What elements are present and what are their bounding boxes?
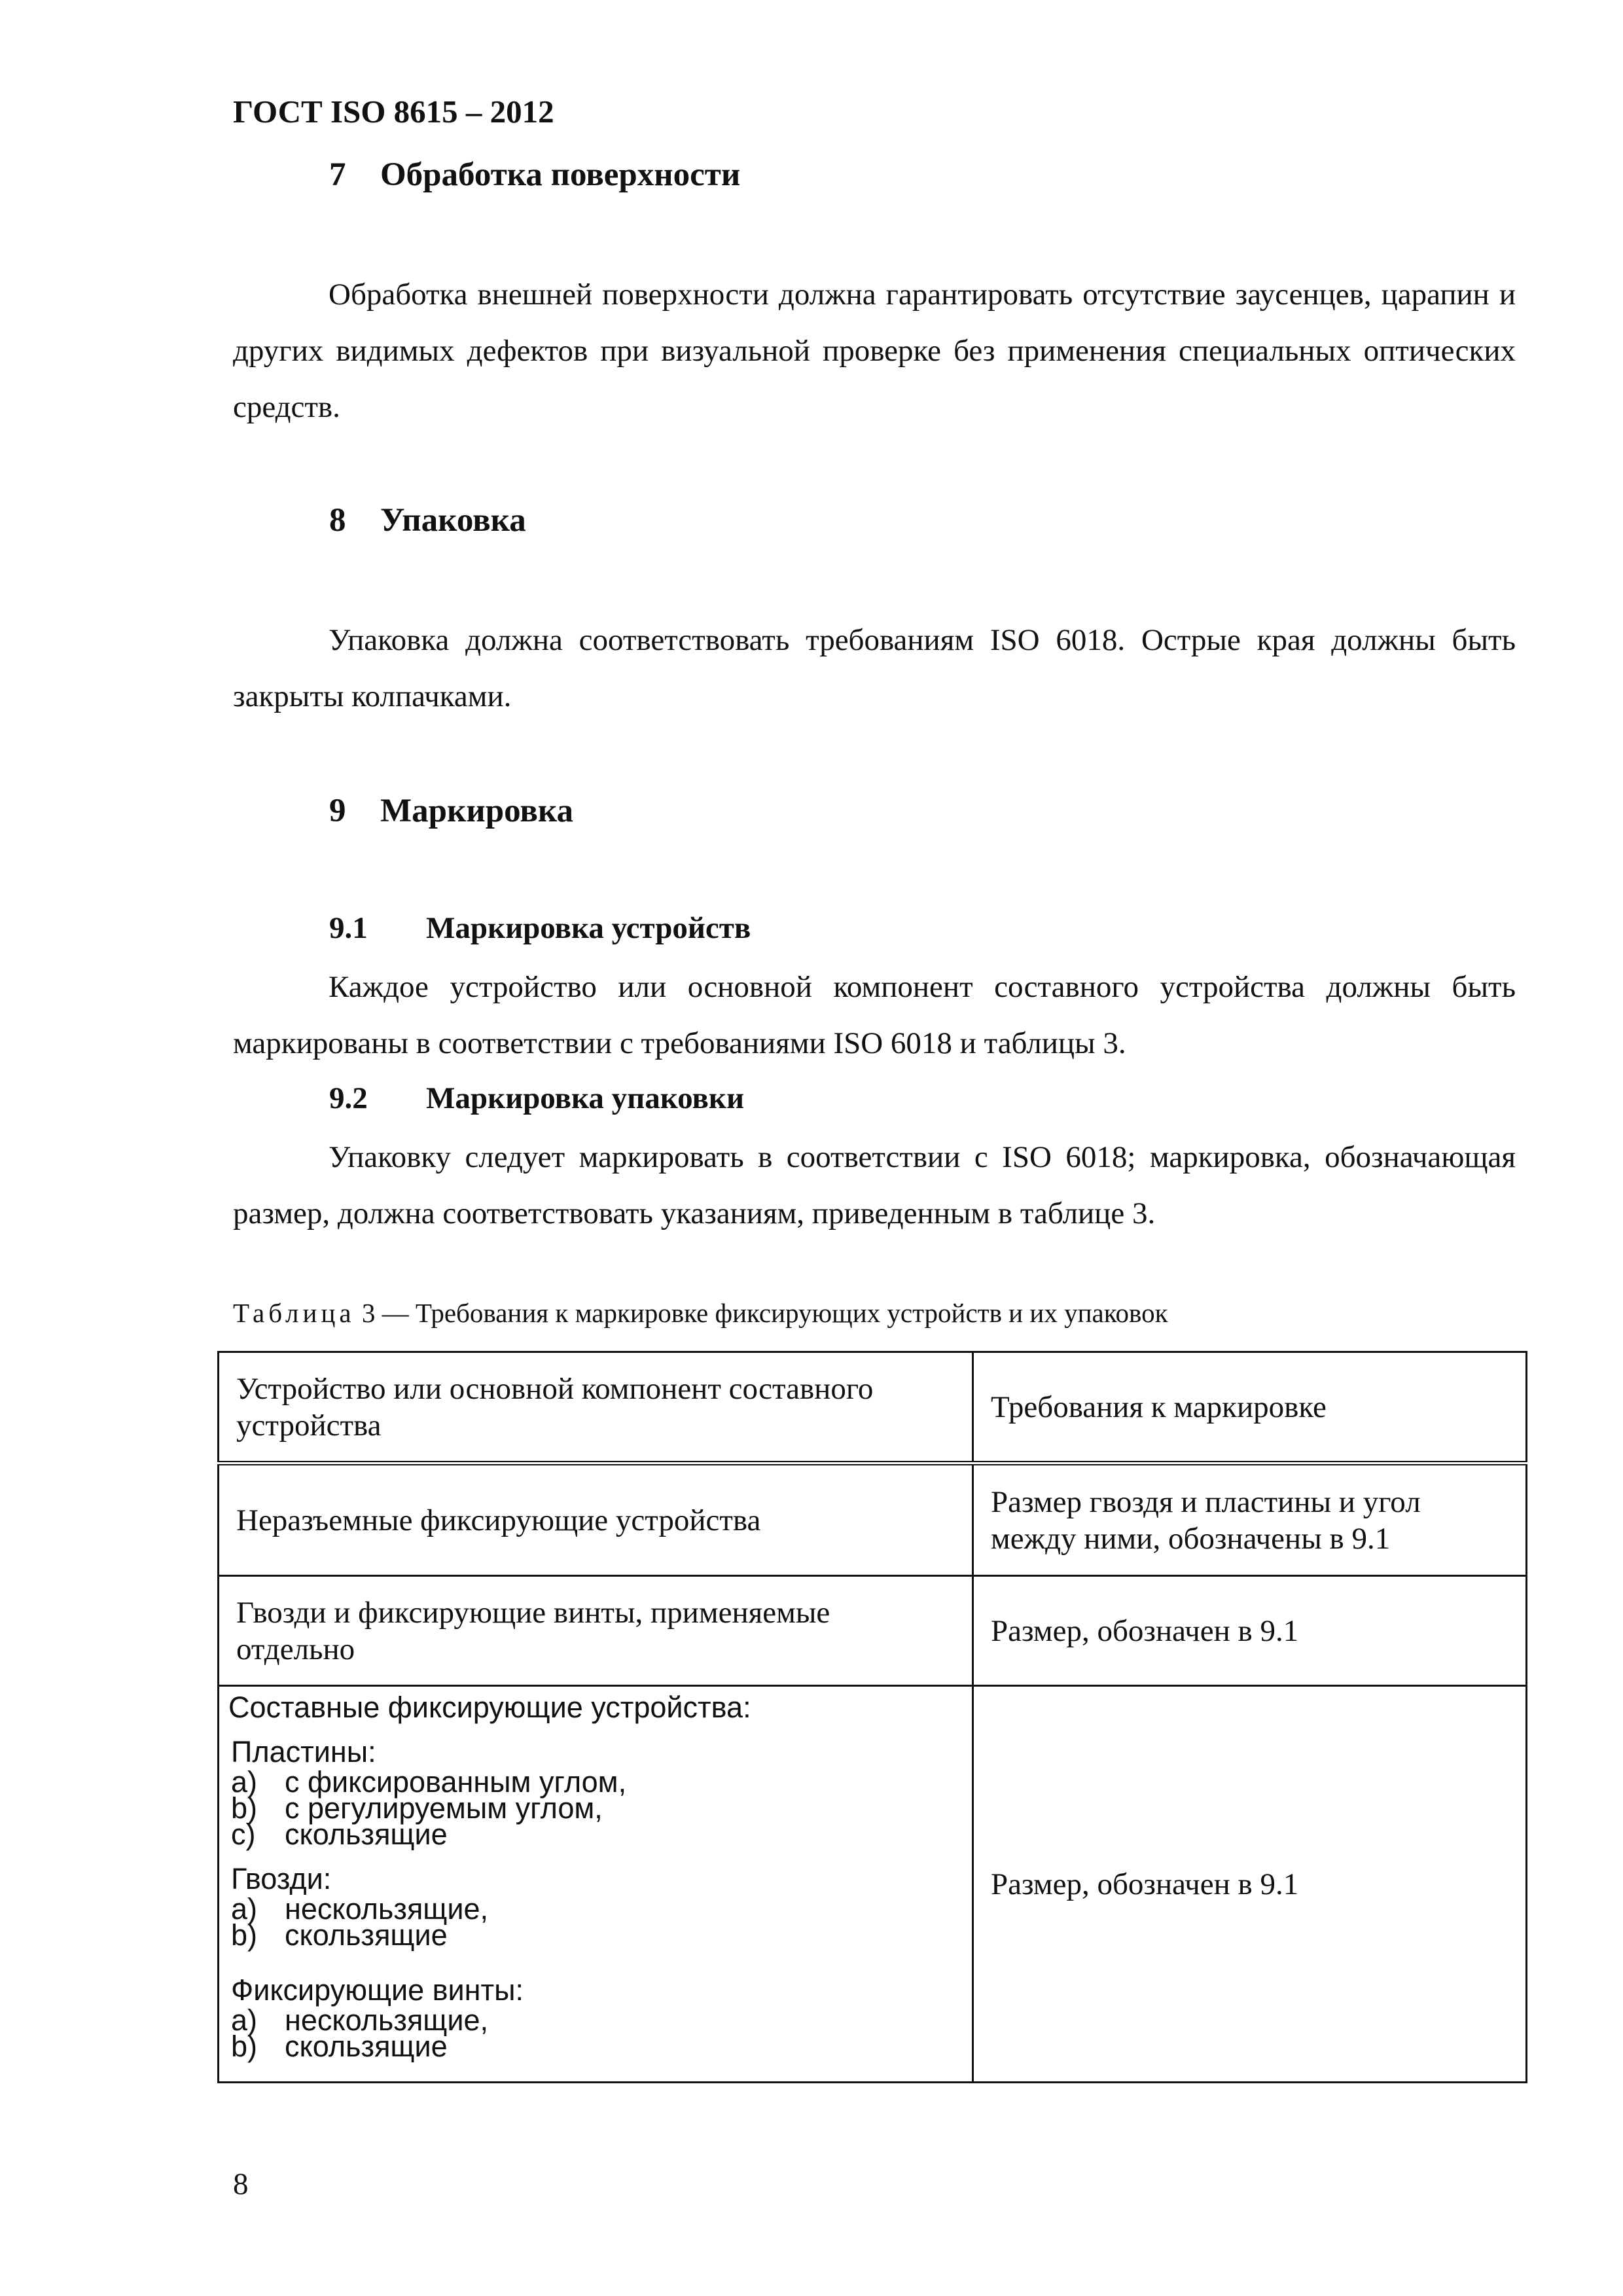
item-letter: b) xyxy=(231,1918,258,1952)
group-title: Гвозди: xyxy=(231,1862,332,1895)
subsection-9-1-paragraph xyxy=(233,959,1516,1071)
group-title: Пластины: xyxy=(231,1735,376,1768)
section-7-heading xyxy=(329,156,740,194)
item-letter: a) xyxy=(231,2003,258,2037)
list-item xyxy=(231,2030,963,2063)
section-8-heading xyxy=(329,501,526,539)
group-title: Фиксирующие винты: xyxy=(231,1973,524,2007)
section-7-paragraph xyxy=(233,266,1516,435)
section-number: 8 xyxy=(329,502,346,539)
item-text: нескользящие, xyxy=(285,1892,489,1926)
table-caption-label: Таблица xyxy=(233,1298,355,1328)
table-header-row xyxy=(219,1352,1527,1463)
marking-requirements-table xyxy=(217,1351,1527,2083)
table-row xyxy=(219,1463,1527,1576)
subsection-9-2-paragraph xyxy=(233,1129,1516,1242)
subsection-title: Маркировка устройств xyxy=(426,911,751,945)
page-number: 8 xyxy=(233,2167,249,2201)
list-item xyxy=(231,1818,963,1851)
item-text: скользящие xyxy=(285,1818,448,1851)
item-letter: b) xyxy=(231,2030,258,2063)
paragraph-text: Упаковку следует маркировать в соответствии с ISO 6018; маркировка, обозначающая размер, должна соответствовать указаниям, приведенным в таблице 3. xyxy=(233,1140,1516,1230)
item-text: с регулируемым углом, xyxy=(285,1791,603,1825)
paragraph-text: Упаковка должна соответствовать требованиям ISO 6018. Острые края должны быть закрыты колпачками. xyxy=(233,623,1516,713)
section-8-paragraph xyxy=(233,612,1516,725)
table-cell: Неразъемные фиксирующие устройства xyxy=(219,1463,973,1576)
item-letter: b) xyxy=(231,1791,258,1825)
item-text: скользящие xyxy=(285,2030,448,2063)
section-number: 7 xyxy=(329,156,346,193)
nails-group xyxy=(228,1862,963,1952)
item-letter: a) xyxy=(231,1892,258,1926)
screws-group xyxy=(228,1973,963,2063)
table-caption-number: 3 xyxy=(361,1298,376,1328)
subsection-number: 9.2 xyxy=(329,1081,368,1115)
table-cell-composite xyxy=(219,1686,973,2083)
composite-title: Составные фиксирующие устройства: xyxy=(228,1691,751,1724)
document-id: ГОСТ ISO 8615 – 2012 xyxy=(233,94,554,130)
table-cell: Гвозди и фиксирующие винты, применяемые отдельно xyxy=(219,1576,973,1686)
item-text: с фиксированным углом, xyxy=(285,1765,627,1799)
subsection-9-2-heading xyxy=(329,1081,744,1116)
item-letter: c) xyxy=(231,1818,256,1851)
list-item xyxy=(231,1918,963,1952)
section-title: Маркировка xyxy=(380,793,574,829)
subsection-number: 9.1 xyxy=(329,911,368,945)
paragraph-text: Обработка внешней поверхности должна гарантировать отсутствие заусенцев, царапин и других видимых дефектов при визуальной проверке без применения специальных оптических средств. xyxy=(233,278,1516,424)
item-text: скользящие xyxy=(285,1918,448,1952)
section-title: Обработка поверхности xyxy=(380,156,741,193)
table-caption-text: — Требования к маркировке фиксирующих устройств и их упаковок xyxy=(382,1298,1168,1328)
table-cell: Размер гвоздя и пластины и угол между ними, обозначены в 9.1 xyxy=(973,1463,1527,1576)
table-cell: Размер, обозначен в 9.1 xyxy=(973,1576,1527,1686)
table-cell: Размер, обозначен в 9.1 xyxy=(973,1686,1527,2083)
subsection-title: Маркировка упаковки xyxy=(426,1081,745,1115)
item-text: нескользящие, xyxy=(285,2003,489,2037)
table-caption xyxy=(233,1297,1168,1329)
table-row xyxy=(219,1576,1527,1686)
composite-device-list xyxy=(228,1691,963,2063)
section-number: 9 xyxy=(329,793,346,829)
table-header-cell: Требования к маркировке xyxy=(973,1352,1527,1463)
table-row xyxy=(219,1686,1527,2083)
paragraph-text: Каждое устройство или основной компонент составного устройства должны быть маркированы в соответствии с требованиями ISO 6018 и таблицы 3. xyxy=(233,970,1516,1060)
plates-group xyxy=(228,1735,963,1851)
item-letter: a) xyxy=(231,1765,258,1799)
subsection-9-1-heading xyxy=(329,910,751,946)
section-title: Упаковка xyxy=(380,502,526,539)
section-9-heading xyxy=(329,792,573,830)
table-header-cell: Устройство или основной компонент составного устройства xyxy=(219,1352,973,1463)
